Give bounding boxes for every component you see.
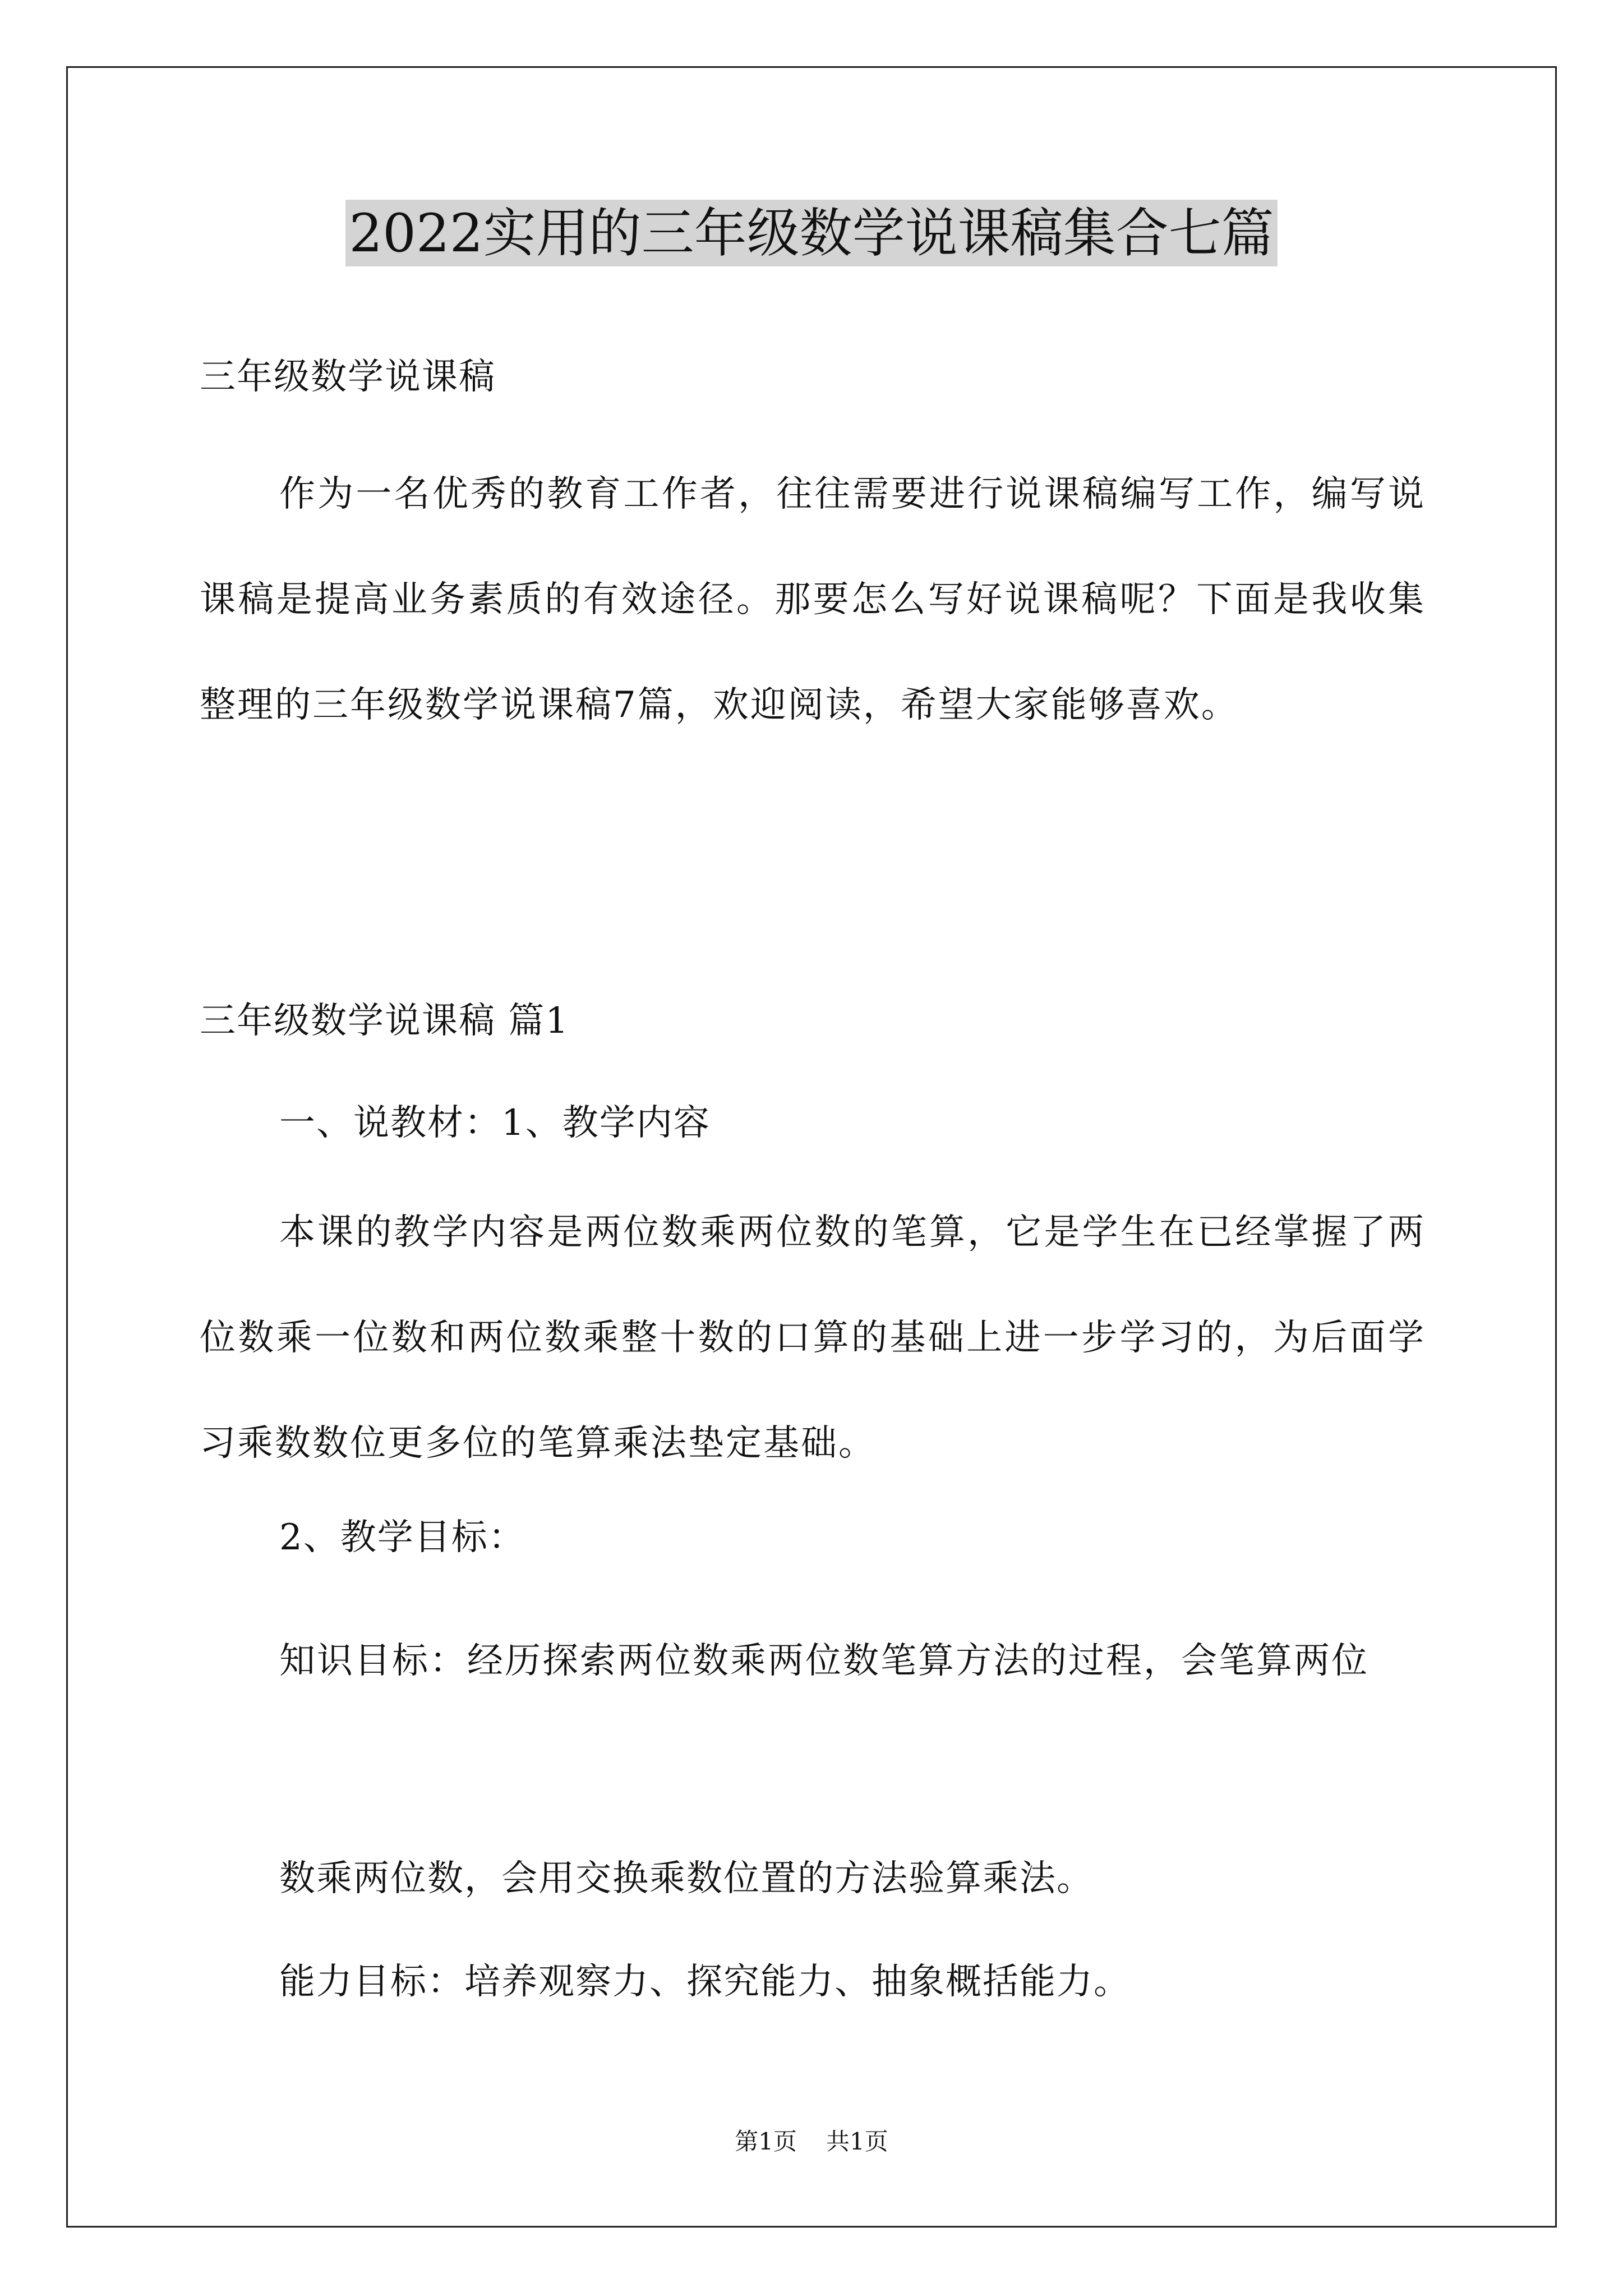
- knowledge-goal: 知识目标：经历探索两位数乘两位数笔算方法的过程，会笔算两位: [279, 1640, 1369, 1682]
- ability-goal: 能力目标：培养观察力、探究能力、抽象概括能力。: [279, 1961, 1131, 2003]
- intro-paragraph: 作为一名优秀的教育工作者，往往需要进行说课稿编写工作，编写说课稿是提高业务素质的有效途径。那要怎么写好说课稿呢？下面是我收集整理的三年级数学说课稿7篇，欢迎阅读，希望大家能够喜欢。: [200, 473, 1426, 726]
- document-title: 2022实用的三年级数学说课稿集合七篇: [0, 197, 1623, 270]
- section-heading: 三年级数学说课稿 篇1: [200, 1000, 570, 1042]
- page-footer: [0, 2125, 1623, 2159]
- page-number: 第1页: [735, 2128, 797, 2155]
- teaching-content-heading: 一、说教材：1、教学内容: [279, 1102, 711, 1144]
- content-paragraph: 本课的教学内容是两位数乘两位数的笔算，它是学生在已经掌握了两位数乘一位数和两位数乘整十数的口算的基础上进一步学习的，为后面学习乘数数位更多位的笔算乘法垫定基础。: [200, 1212, 1426, 1464]
- teaching-goals-heading: 2、教学目标：: [279, 1517, 525, 1558]
- knowledge-goal-continued: 数乘两位数，会用交换乘数位置的方法验算乘法。: [279, 1858, 1094, 1899]
- page-total: 共1页: [826, 2128, 888, 2155]
- intro-heading: 三年级数学说课稿: [200, 356, 496, 398]
